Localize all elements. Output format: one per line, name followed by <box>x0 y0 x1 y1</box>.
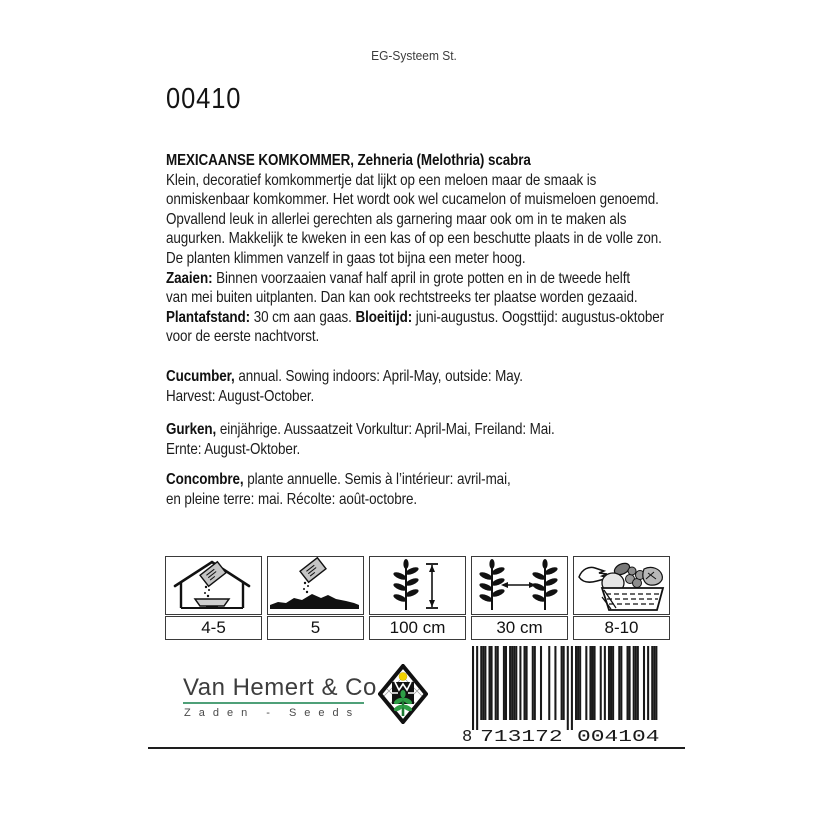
text-line: Zaaien: Binnen voorzaaien vanaf half april in grote potten en in de tweede helft <box>166 269 630 287</box>
text-line: Ernte: August-Oktober. <box>166 440 301 458</box>
pictogram-label: 4-5 <box>165 616 262 640</box>
text-line: MEXICAANSE KOMKOMMER, Zehneria (Melothria) scabra <box>166 152 531 169</box>
barcode <box>462 646 672 749</box>
text-block <box>166 367 687 406</box>
text-line: Gurken, einjährige. Aussaatzeit Vorkultur: April-Mai, Freiland: Mai. <box>166 421 555 439</box>
plant-spacing-icon <box>471 556 568 615</box>
pictogram-sow-outdoors <box>267 556 364 640</box>
text-line: De planten klimmen vanzelf in gaas tot bijna een meter hoog. <box>166 249 526 267</box>
text-line: Klein, decoratief komkommertje dat lijkt op een meloen maar de smaak is <box>166 171 597 189</box>
pictogram-label: 30 cm <box>471 616 568 640</box>
text-block <box>166 151 687 347</box>
pictogram-plant-spacing <box>471 556 568 640</box>
text-line: van mei buiten uitplanten. Dan kan ook rechtstreeks ter plaatse worden gezaaid. <box>166 289 638 307</box>
pictogram-sow-indoors <box>165 556 262 640</box>
pictogram-plant-height <box>369 556 466 640</box>
bottom-rule <box>148 747 685 749</box>
text-line: onmiskenbaar komkommer. Het wordt ook wel cucamelon of muismeloen genoemd. <box>166 191 659 209</box>
pictogram-row <box>165 556 670 640</box>
pictogram-harvest <box>573 556 670 640</box>
brand-underline <box>183 702 364 704</box>
brand-diamond-logo-icon <box>378 664 428 724</box>
system-note: EG-Systeem St. <box>371 48 457 63</box>
plant-height-icon <box>369 556 466 615</box>
text-block <box>166 470 687 509</box>
text-blocks <box>166 151 687 510</box>
brand-tagline: Zaden - Seeds <box>184 707 361 719</box>
sow-outdoors-icon <box>267 556 364 615</box>
sow-indoors-icon <box>165 556 262 615</box>
text-line: voor de eerste nachtvorst. <box>166 328 320 346</box>
text-line: Harvest: August-October. <box>166 387 315 405</box>
pictogram-label: 5 <box>267 616 364 640</box>
text-line: Cucumber, annual. Sowing indoors: April-May, outside: May. <box>166 367 523 385</box>
text-line: Opvallend leuk in allerlei gerechten als garnering maar ook om in te maken als <box>166 210 627 228</box>
text-line: Concombre, plante annuelle. Semis à l’intérieur: avril-mai, <box>166 471 511 489</box>
text-line: augurken. Makkelijk te kweken in een kas of op een beschutte plaats in de volle zon. <box>166 230 662 248</box>
svg-text:8: 8 <box>462 728 473 744</box>
barcode-bars <box>462 646 672 744</box>
svg-text:713172: 713172 <box>480 728 563 744</box>
harvest-icon <box>573 556 670 615</box>
article-number: 00410 <box>166 83 242 115</box>
brand-name: Van Hemert & Co <box>183 674 377 701</box>
text-line: en pleine terre: mai. Récolte: août-octobre. <box>166 490 418 508</box>
svg-text:004104: 004104 <box>577 728 660 744</box>
text-line: Plantafstand: 30 cm aan gaas. Bloeitijd: juni-augustus. Oogsttijd: augustus-oktober <box>166 308 665 326</box>
text-block <box>166 420 687 459</box>
pictogram-label: 8-10 <box>573 616 670 640</box>
pictogram-label: 100 cm <box>369 616 466 640</box>
